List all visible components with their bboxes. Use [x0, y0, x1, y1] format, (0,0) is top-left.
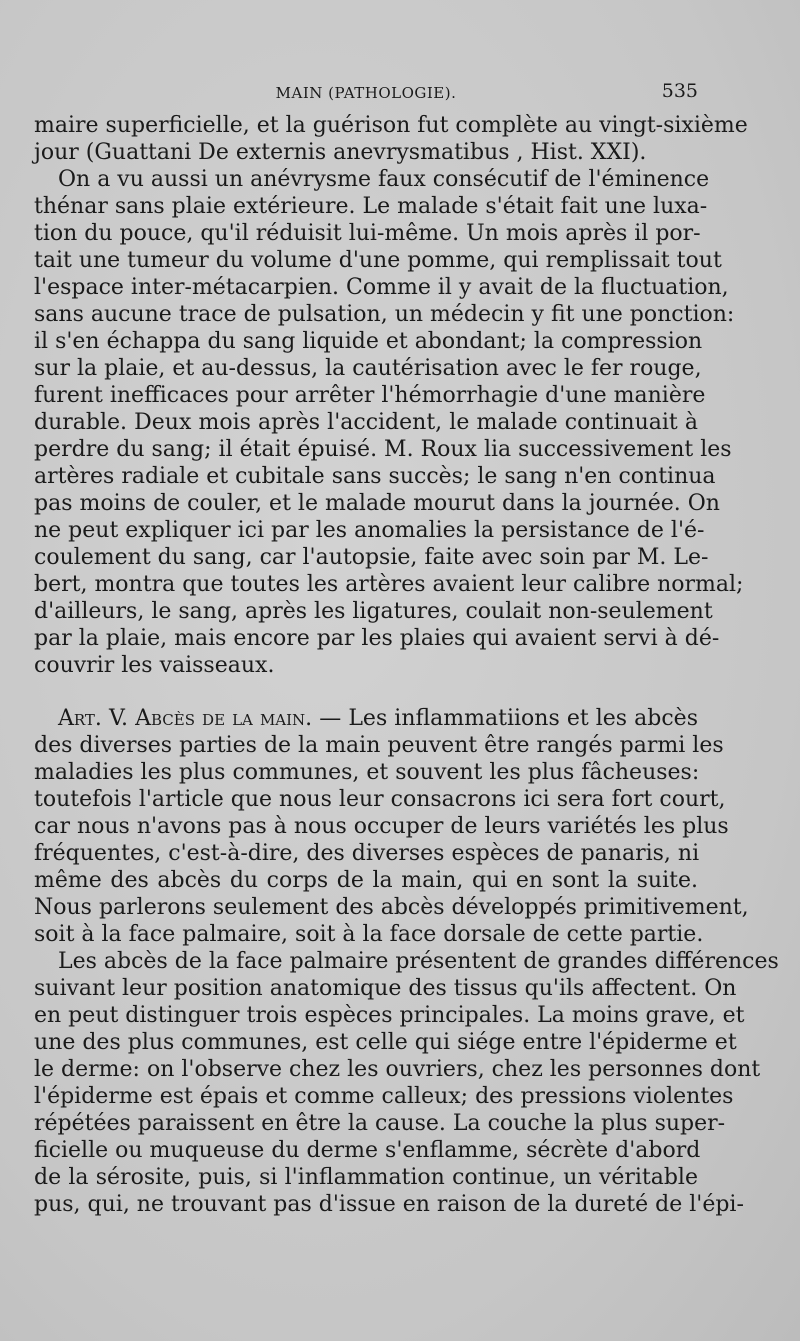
text-line: soit à la face palmaire, soit à la face dorsale de cette partie. — [34, 922, 704, 947]
section-gap — [34, 679, 698, 705]
text-line: répétées paraissent en être la cause. La couche la plus super- — [34, 1111, 726, 1136]
text-line: jour (Guattani De externis anevrysmatibus , Hist. XXI). — [34, 140, 647, 165]
text-line: On a vu aussi un anévrysme faux consécutif de l'éminence — [58, 167, 710, 192]
text-line: coulement du sang, car l'autopsie, faite avec soin par M. Le- — [34, 545, 709, 570]
text-run: — Les inflammatiions et les abcès — [312, 706, 698, 731]
text-line: de la sérosite, puis, si l'inflammation continue, un véritable — [34, 1165, 698, 1190]
paragraph — [34, 112, 748, 166]
text-line: furent inefficaces pour arrêter l'hémorrhagie d'une manière — [34, 383, 706, 408]
text-line: pas moins de couler, et le malade mourut dans la journée. On — [34, 491, 720, 516]
text-line: l'épiderme est épais et comme calleux; des pressions violentes — [34, 1084, 734, 1109]
page-number: 535 — [661, 80, 698, 102]
text-line: pus, qui, ne trouvant pas d'issue en raison de la dureté de l'épi- — [34, 1192, 744, 1217]
text-line: d'ailleurs, le sang, après les ligatures, coulait non-seulement — [34, 599, 713, 624]
paragraph — [34, 948, 779, 1218]
text-line: fréquentes, c'est-à-dire, des diverses espèces de panaris, ni — [34, 841, 700, 866]
text-line: thénar sans plaie extérieure. Le malade s'était fait une luxa- — [34, 194, 708, 219]
paragraph — [34, 166, 744, 679]
text-line: bert, montra que toutes les artères avaient leur calibre normal; — [34, 572, 744, 597]
text-line: sans aucune trace de pulsation, un médecin y fit une ponction: — [34, 302, 735, 327]
text-line: tait une tumeur du volume d'une pomme, qui remplissait tout — [34, 248, 722, 273]
text-line: couvrir les vaisseaux. — [34, 653, 275, 678]
text-line: Les abcès de la face palmaire présentent de grandes différences — [58, 949, 779, 974]
section-heading: Art. V. Abcès de la main. — [58, 706, 313, 731]
text-line: perdre du sang; il était épuisé. M. Roux lia successivement les — [34, 437, 732, 462]
text-line: le derme: on l'observe chez les ouvriers, chez les personnes dont — [34, 1057, 761, 1082]
text-line: maladies les plus communes, et souvent les plus fâcheuses: — [34, 760, 700, 785]
text-line: sur la plaie, et au-dessus, la cautérisation avec le fer rouge, — [34, 356, 702, 381]
text-line: ne peut expliquer ici par les anomalies la persistance de l'é- — [34, 518, 705, 543]
text-line: Nous parlerons seulement des abcès développés primitivement, — [34, 895, 749, 920]
page-body — [34, 112, 779, 1218]
text-line: suivant leur position anatomique des tissus qu'ils affectent. On — [34, 976, 737, 1001]
text-line: il s'en échappa du sang liquide et abondant; la compression — [34, 329, 703, 354]
text-line: car nous n'avons pas à nous occuper de leurs variétés les plus — [34, 814, 729, 839]
text-line: par la plaie, mais encore par les plaies qui avaient servi à dé- — [34, 626, 720, 651]
text-line: durable. Deux mois après l'accident, le malade continuait à — [34, 410, 698, 435]
text-line: une des plus communes, est celle qui siége entre l'épiderme et — [34, 1030, 737, 1055]
text-line: même des abcès du corps de la main, qui en sont la suite. — [34, 868, 698, 893]
text-line: tion du pouce, qu'il réduisit lui-même. Un mois après il por- — [34, 221, 701, 246]
text-line: des diverses parties de la main peuvent être rangés parmi les — [34, 733, 724, 758]
text-line: en peut distinguer trois espèces principales. La moins grave, et — [34, 1003, 745, 1028]
running-title: MAIN (PATHOLOGIE). — [275, 84, 457, 102]
text-line: l'espace inter-métacarpien. Comme il y avait de la fluctuation, — [34, 275, 729, 300]
text-line: ficielle ou muqueuse du derme s'enflamme, sécrète d'abord — [34, 1138, 701, 1163]
text-line: toutefois l'article que nous leur consacrons ici sera fort court, — [34, 787, 726, 812]
paragraph — [34, 705, 749, 948]
text-line: maire superficielle, et la guérison fut complète au vingt-sixième — [34, 113, 748, 138]
running-header — [34, 78, 698, 108]
text-line — [34, 705, 698, 732]
text-line: artères radiale et cubitale sans succès; le sang n'en continua — [34, 464, 716, 489]
